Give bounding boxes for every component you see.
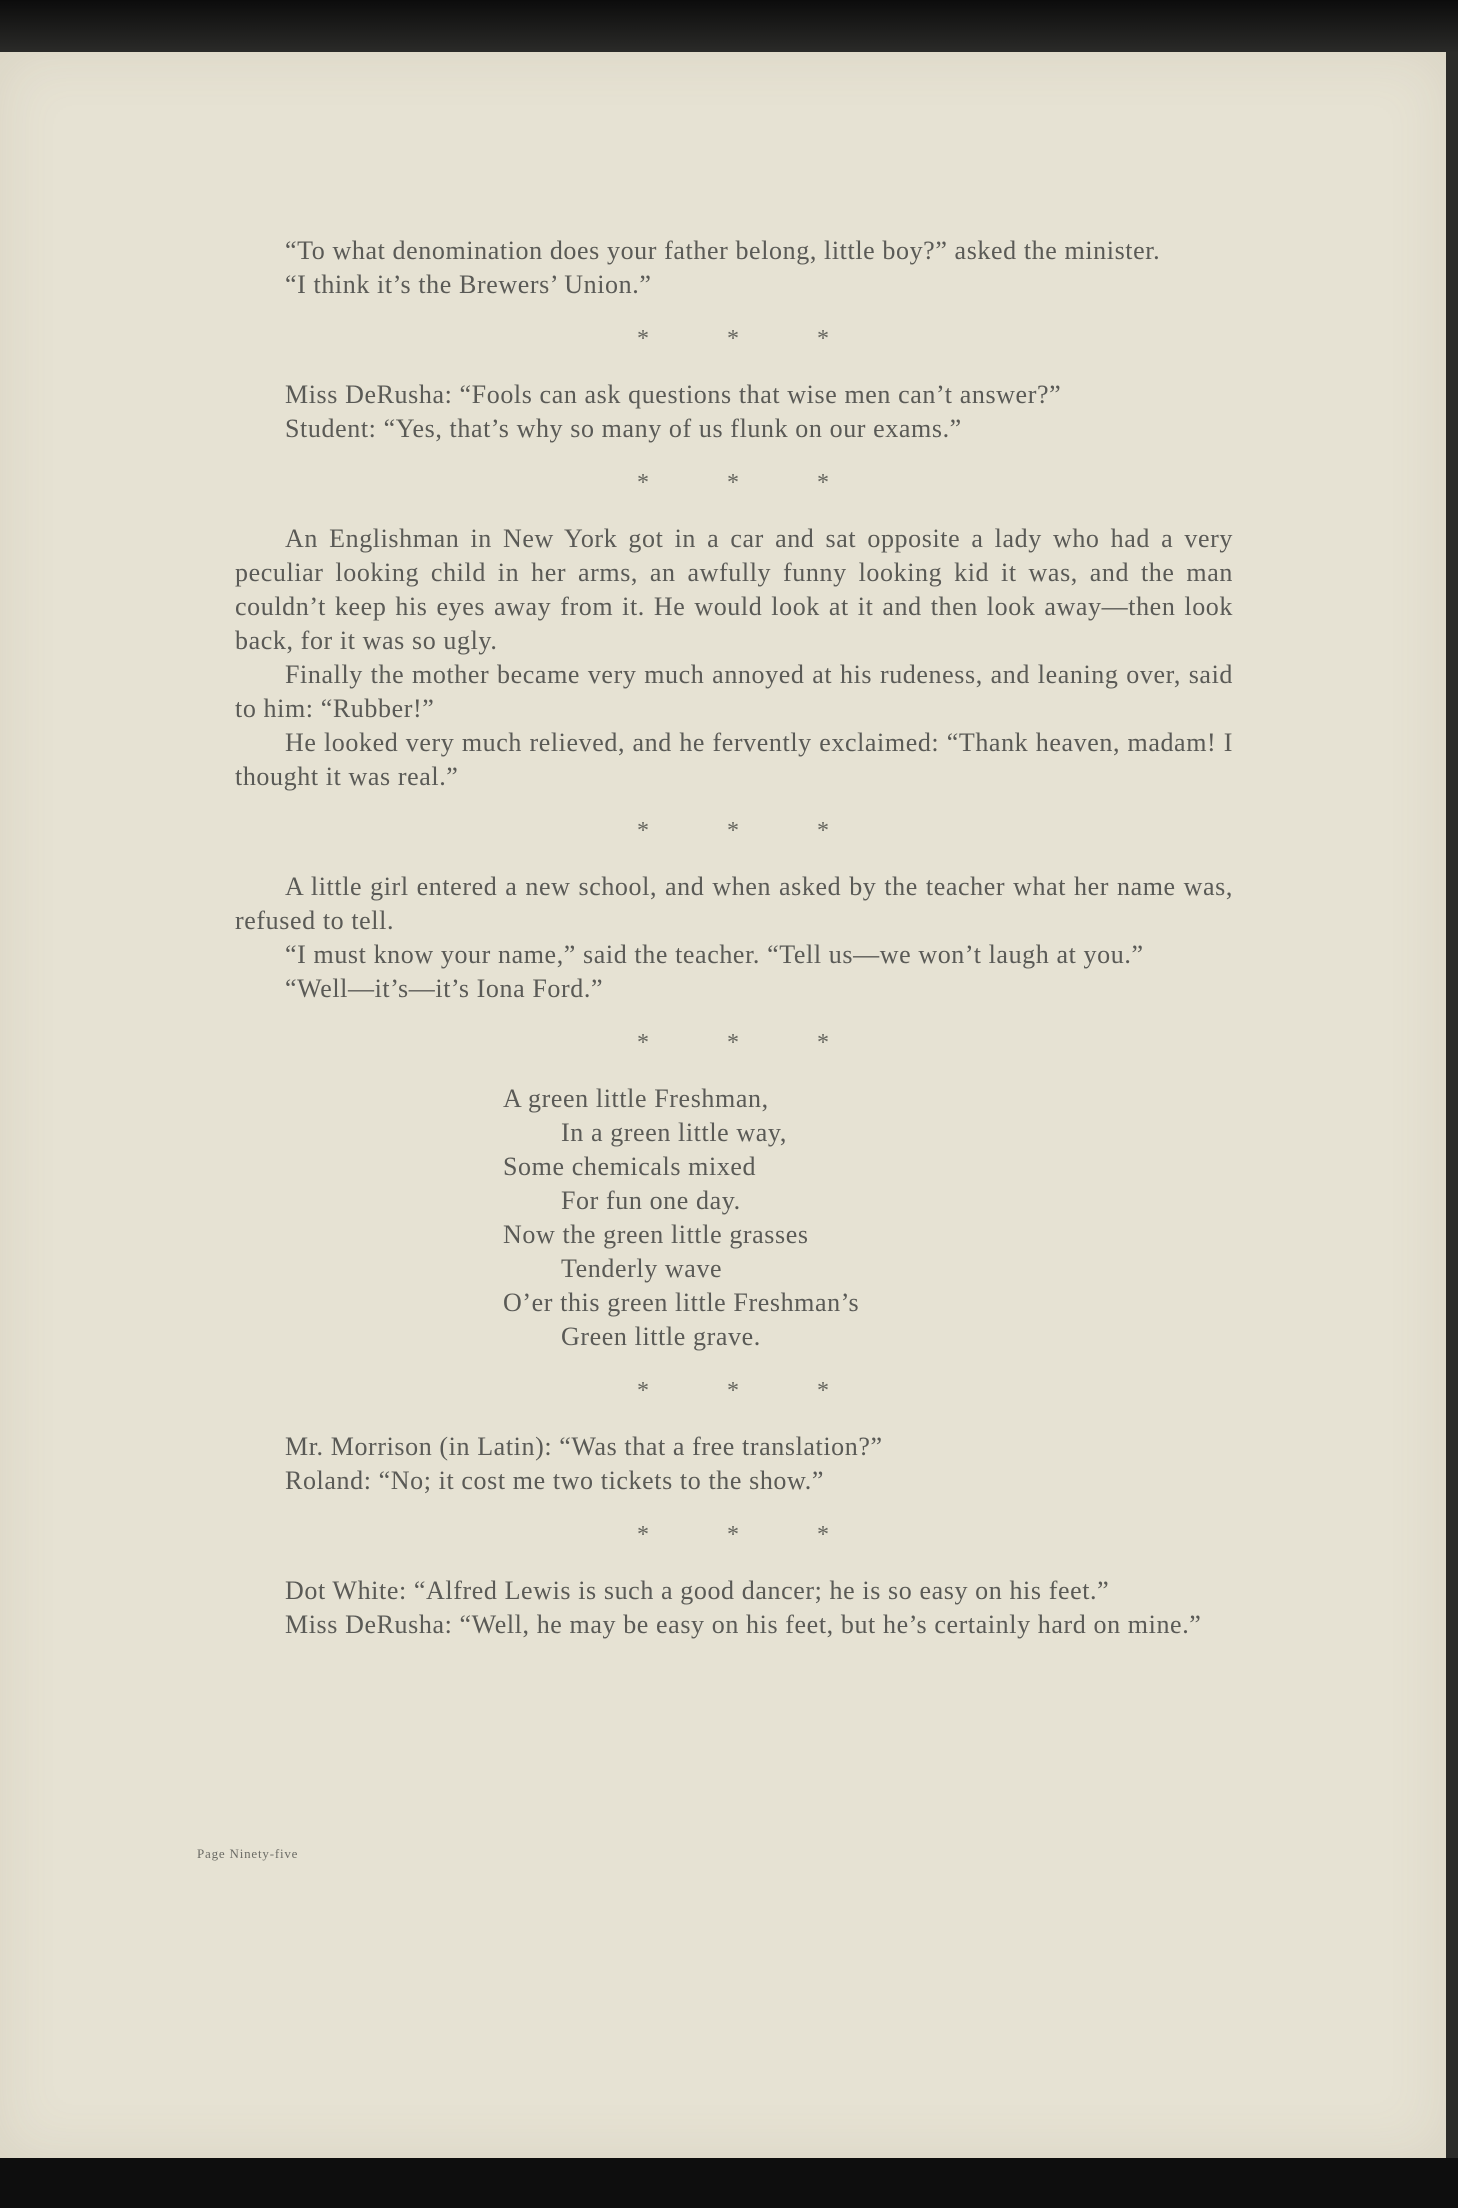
joke-6-line-2: Roland: “No; it cost me two tickets to the show.” <box>285 1466 824 1495</box>
joke-6-line-1: Mr. Morrison (in Latin): “Was that a free translation?” <box>285 1432 883 1461</box>
scan-bottom-border <box>0 2158 1458 2208</box>
separator-1: * * * <box>637 326 865 352</box>
poem-line-6: Tenderly wave <box>561 1254 723 1283</box>
joke-3-para-3: He looked very much relieved, and he fervently exclaimed: “Thank heaven, madam! I thought it was real.” <box>235 728 1233 791</box>
poem-line-4: For fun one day. <box>561 1186 741 1215</box>
poem-line-8: Green little grave. <box>561 1322 761 1351</box>
poem-line-1: A green little Freshman, <box>503 1084 769 1113</box>
separator-2: * * * <box>637 470 865 496</box>
separator-4: * * * <box>637 1030 865 1056</box>
joke-2-line-1: Miss DeRusha: “Fools can ask questions that wise men can’t answer?” <box>285 380 1062 409</box>
page-number: Page Ninety-five <box>197 1846 299 1861</box>
separator-3: * * * <box>637 818 865 844</box>
poem-line-2: In a green little way, <box>561 1118 787 1147</box>
joke-3-para-2: Finally the mother became very much annoyed at his rudeness, and leaning over, said to him: “Rubber!” <box>235 660 1233 723</box>
scan-right-border <box>1446 52 1458 2158</box>
joke-1-answer: “I think it’s the Brewers’ Union.” <box>285 270 652 299</box>
scan-top-border <box>0 0 1458 52</box>
joke-7-para-1: Dot White: “Alfred Lewis is such a good dancer; he is so easy on his feet.” <box>285 1576 1110 1605</box>
joke-7-para-2: Miss DeRusha: “Well, he may be easy on his feet, but he’s certainly hard on mine.” <box>285 1610 1202 1639</box>
joke-4-para-1: A little girl entered a new school, and when asked by the teacher what her name was, refused to tell. <box>235 872 1233 935</box>
poem-line-3: Some chemicals mixed <box>503 1152 757 1181</box>
joke-1-question: “To what denomination does your father belong, little boy?” asked the minister. <box>285 236 1161 265</box>
joke-4-para-3: “Well—it’s—it’s Iona Ford.” <box>285 974 604 1003</box>
poem-line-5: Now the green little grasses <box>503 1220 809 1249</box>
separator-5: * * * <box>637 1378 865 1404</box>
joke-4-para-2: “I must know your name,” said the teacher. “Tell us—we won’t laugh at you.” <box>285 940 1144 969</box>
poem-line-7: O’er this green little Freshman’s <box>503 1288 860 1317</box>
page-content <box>235 234 1233 1642</box>
separator-6: * * * <box>637 1522 865 1548</box>
joke-3-para-1: An Englishman in New York got in a car and sat opposite a lady who had a very peculiar looking child in her arms, an awfully funny looking kid it was, and the man couldn’t keep his eyes away from it. He would look at it and then look away—then look back, for it was so ugly. <box>235 524 1233 655</box>
poem <box>503 1082 1233 1354</box>
joke-2-line-2: Student: “Yes, that’s why so many of us flunk on our exams.” <box>285 414 962 443</box>
